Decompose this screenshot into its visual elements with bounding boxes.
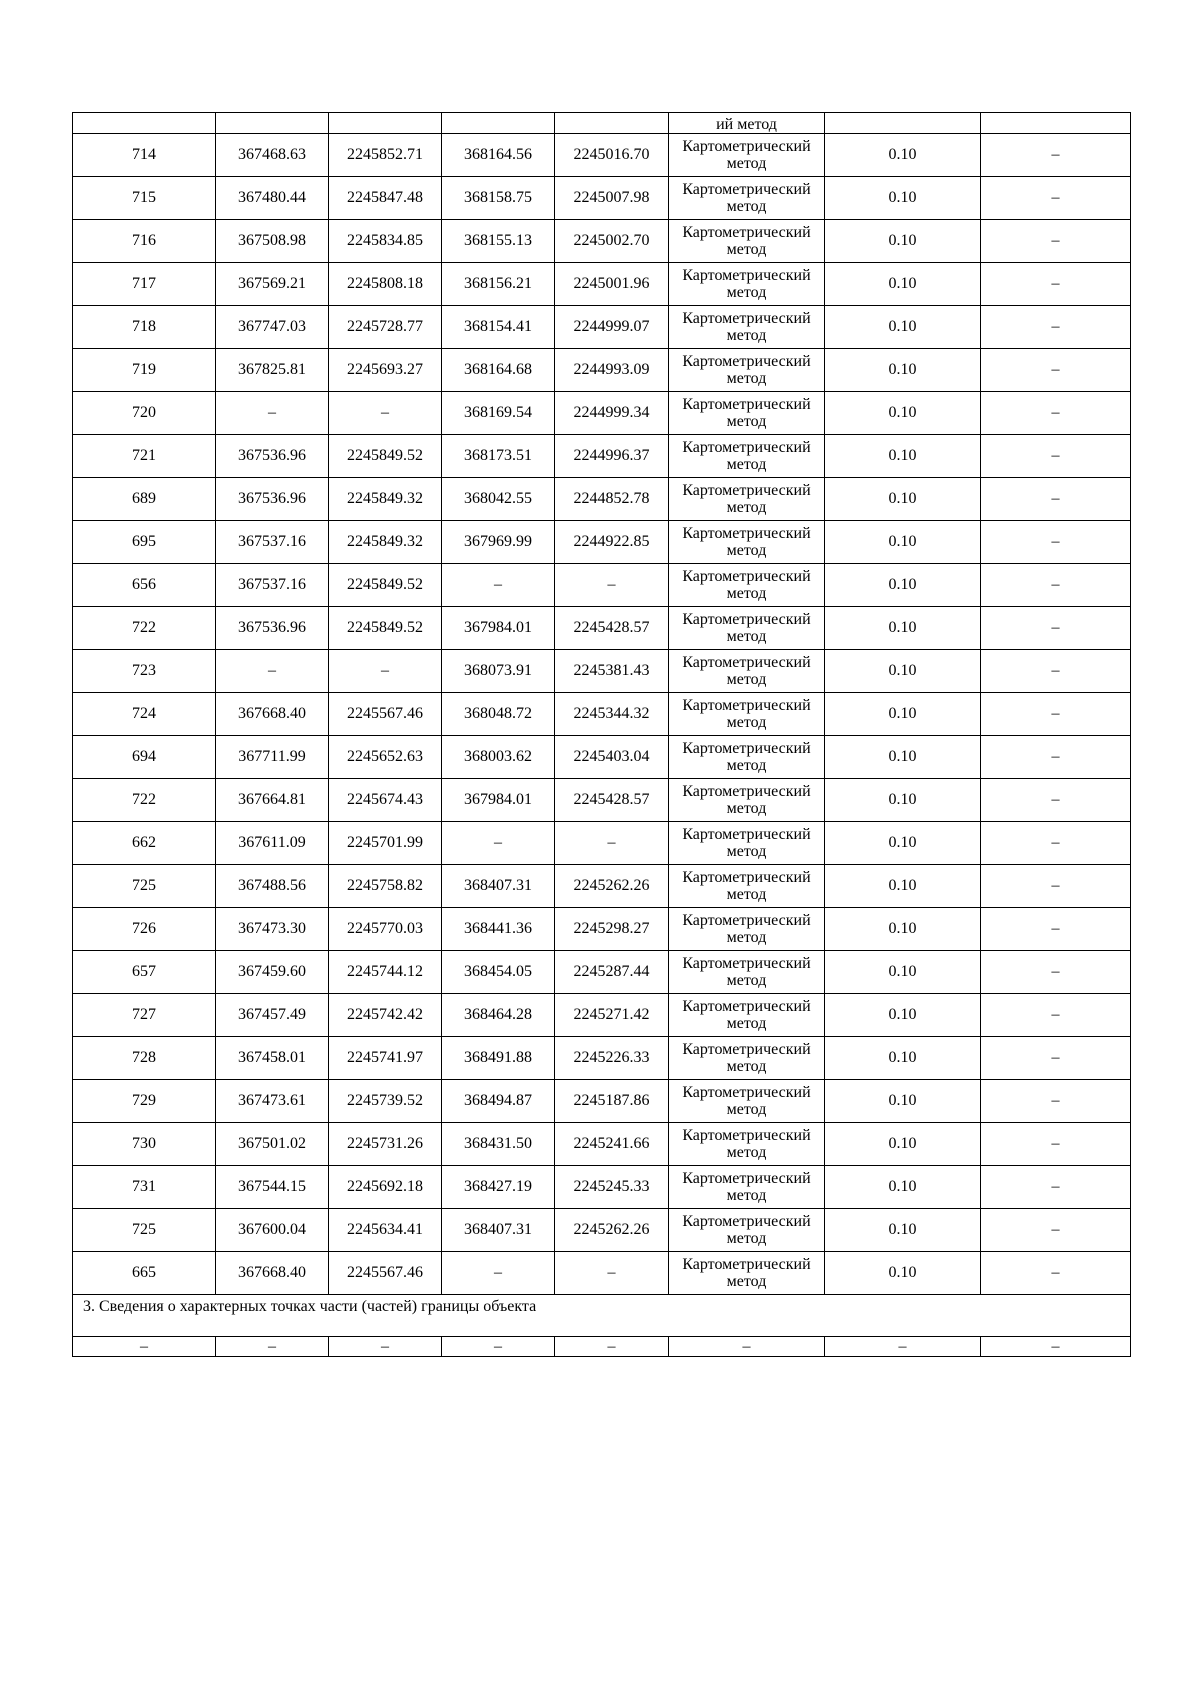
accuracy-cell: 0.10 [825,607,981,650]
note-cell: – [981,865,1131,908]
x-coordinate-new-cell: 368491.88 [442,1037,555,1080]
x-coordinate-new-cell: 368173.51 [442,435,555,478]
x-coordinate-new-cell: 368156.21 [442,263,555,306]
note-cell: – [981,822,1131,865]
y-coordinate-cell: 2245693.27 [329,349,442,392]
cell: – [555,1337,669,1357]
point-number-cell: 723 [73,650,216,693]
y-coordinate-cell: 2245731.26 [329,1123,442,1166]
note-cell: – [981,521,1131,564]
note-cell: – [981,435,1131,478]
point-number-cell: 718 [73,306,216,349]
x-coordinate-cell: 367664.81 [216,779,329,822]
method-cell: Картометрический метод [669,349,825,392]
cell: – [73,1337,216,1357]
cell: – [825,1337,981,1357]
accuracy-cell: 0.10 [825,177,981,220]
x-coordinate-cell: 367468.63 [216,134,329,177]
method-cell: Картометрический метод [669,1123,825,1166]
y-coordinate-cell: 2245567.46 [329,693,442,736]
point-number-cell: 714 [73,134,216,177]
point-number-cell: 694 [73,736,216,779]
x-coordinate-cell: 367600.04 [216,1209,329,1252]
accuracy-cell: 0.10 [825,1166,981,1209]
method-cell: Картометрический метод [669,1080,825,1123]
points-table [72,112,1131,1357]
table-row [73,1123,1131,1166]
x-coordinate-new-cell: – [442,564,555,607]
x-coordinate-new-cell: 368454.05 [442,951,555,994]
note-cell: – [981,478,1131,521]
note-cell: – [981,392,1131,435]
table-row [73,349,1131,392]
y-coordinate-new-cell: 2245298.27 [555,908,669,951]
table-row [73,693,1131,736]
table-row [73,1080,1131,1123]
x-coordinate-new-cell: 368164.56 [442,134,555,177]
table-row [73,779,1131,822]
note-cell: – [981,177,1131,220]
cell: – [442,1337,555,1357]
method-cell: Картометрический метод [669,865,825,908]
x-coordinate-new-cell: 368494.87 [442,1080,555,1123]
x-coordinate-new-cell: 368003.62 [442,736,555,779]
y-coordinate-new-cell: 2245016.70 [555,134,669,177]
x-coordinate-new-cell: 368073.91 [442,650,555,693]
method-cell: Картометрический метод [669,306,825,349]
table-row [73,822,1131,865]
y-coordinate-new-cell: 2245241.66 [555,1123,669,1166]
x-coordinate-new-cell: 367984.01 [442,607,555,650]
method-cell: Картометрический метод [669,822,825,865]
point-number-cell: 695 [73,521,216,564]
x-coordinate-cell: 367536.96 [216,435,329,478]
table-row [73,435,1131,478]
point-number-cell: 716 [73,220,216,263]
x-coordinate-new-cell: 368158.75 [442,177,555,220]
y-coordinate-new-cell: 2245381.43 [555,650,669,693]
table-row [73,865,1131,908]
x-coordinate-new-cell: 367969.99 [442,521,555,564]
y-coordinate-new-cell: 2245271.42 [555,994,669,1037]
table-row [73,478,1131,521]
x-coordinate-cell: 367473.30 [216,908,329,951]
method-cell: Картометрический метод [669,521,825,564]
table-row [73,220,1131,263]
y-coordinate-new-cell: 2244999.07 [555,306,669,349]
point-number-cell: 715 [73,177,216,220]
x-coordinate-cell: 367473.61 [216,1080,329,1123]
point-number-cell: 656 [73,564,216,607]
y-coordinate-cell: 2245674.43 [329,779,442,822]
note-cell: – [981,908,1131,951]
table-row [73,263,1131,306]
x-coordinate-cell: 367501.02 [216,1123,329,1166]
cell [981,113,1131,134]
method-cell: Картометрический метод [669,1166,825,1209]
point-number-cell: 689 [73,478,216,521]
accuracy-cell: 0.10 [825,306,981,349]
x-coordinate-cell: 367668.40 [216,693,329,736]
method-cell: Картометрический метод [669,951,825,994]
note-cell: – [981,951,1131,994]
note-cell: – [981,693,1131,736]
y-coordinate-new-cell: – [555,1252,669,1295]
x-coordinate-new-cell: 368464.28 [442,994,555,1037]
x-coordinate-cell: 367544.15 [216,1166,329,1209]
method-cell: Картометрический метод [669,908,825,951]
cell: – [981,1337,1131,1357]
table-row [73,607,1131,650]
cell: – [329,1337,442,1357]
x-coordinate-new-cell: 368441.36 [442,908,555,951]
cell [442,113,555,134]
accuracy-cell: 0.10 [825,865,981,908]
accuracy-cell: 0.10 [825,1123,981,1166]
continuation-row [73,113,1131,134]
y-coordinate-cell: 2245849.32 [329,521,442,564]
x-coordinate-new-cell: – [442,822,555,865]
accuracy-cell: 0.10 [825,951,981,994]
point-number-cell: 722 [73,779,216,822]
x-coordinate-new-cell: 368155.13 [442,220,555,263]
x-coordinate-cell: 367711.99 [216,736,329,779]
point-number-cell: 719 [73,349,216,392]
x-coordinate-cell: 367536.96 [216,607,329,650]
accuracy-cell: 0.10 [825,1252,981,1295]
table-row [73,1166,1131,1209]
note-cell: – [981,564,1131,607]
y-coordinate-new-cell: 2244922.85 [555,521,669,564]
x-coordinate-cell: 367536.96 [216,478,329,521]
point-number-cell: 662 [73,822,216,865]
y-coordinate-new-cell: 2245245.33 [555,1166,669,1209]
point-number-cell: 665 [73,1252,216,1295]
method-cell: Картометрический метод [669,1252,825,1295]
table-row [73,521,1131,564]
note-cell: – [981,1037,1131,1080]
point-number-cell: 726 [73,908,216,951]
accuracy-cell: 0.10 [825,1037,981,1080]
note-cell: – [981,736,1131,779]
accuracy-cell: 0.10 [825,392,981,435]
table-row [73,177,1131,220]
point-number-cell: 721 [73,435,216,478]
accuracy-cell: 0.10 [825,349,981,392]
point-number-cell: 728 [73,1037,216,1080]
method-cell: Картометрический метод [669,693,825,736]
point-number-cell: 657 [73,951,216,994]
cell [555,113,669,134]
y-coordinate-new-cell: 2245001.96 [555,263,669,306]
y-coordinate-new-cell: – [555,564,669,607]
note-cell: – [981,1080,1131,1123]
y-coordinate-cell: 2245741.97 [329,1037,442,1080]
x-coordinate-new-cell: 368431.50 [442,1123,555,1166]
x-coordinate-new-cell: – [442,1252,555,1295]
y-coordinate-new-cell: 2245187.86 [555,1080,669,1123]
note-cell: – [981,1123,1131,1166]
table-row [73,564,1131,607]
method-cell: Картометрический метод [669,994,825,1037]
table-row [73,392,1131,435]
x-coordinate-new-cell: 368042.55 [442,478,555,521]
accuracy-cell: 0.10 [825,564,981,607]
y-coordinate-cell: 2245770.03 [329,908,442,951]
document-page [72,112,1130,1357]
x-coordinate-new-cell: 368164.68 [442,349,555,392]
point-number-cell: 731 [73,1166,216,1209]
cell: ий метод [669,113,825,134]
table-row [73,650,1131,693]
x-coordinate-cell: 367480.44 [216,177,329,220]
y-coordinate-cell: 2245852.71 [329,134,442,177]
x-coordinate-cell: – [216,650,329,693]
point-number-cell: 724 [73,693,216,736]
point-number-cell: 727 [73,994,216,1037]
points-table-body [73,113,1131,1357]
accuracy-cell: 0.10 [825,994,981,1037]
point-number-cell: 725 [73,1209,216,1252]
x-coordinate-cell: 367668.40 [216,1252,329,1295]
note-cell: – [981,650,1131,693]
x-coordinate-cell: 367569.21 [216,263,329,306]
point-number-cell: 725 [73,865,216,908]
cell [216,113,329,134]
note-cell: – [981,1166,1131,1209]
accuracy-cell: 0.10 [825,134,981,177]
y-coordinate-cell: – [329,392,442,435]
x-coordinate-cell: 367611.09 [216,822,329,865]
x-coordinate-cell: 367747.03 [216,306,329,349]
y-coordinate-cell: 2245728.77 [329,306,442,349]
note-cell: – [981,1252,1131,1295]
note-cell: – [981,220,1131,263]
note-cell: – [981,994,1131,1037]
note-cell: – [981,607,1131,650]
point-number-cell: 717 [73,263,216,306]
x-coordinate-new-cell: 368427.19 [442,1166,555,1209]
y-coordinate-cell: 2245567.46 [329,1252,442,1295]
y-coordinate-new-cell: – [555,822,669,865]
x-coordinate-cell: 367537.16 [216,564,329,607]
method-cell: Картометрический метод [669,220,825,263]
accuracy-cell: 0.10 [825,478,981,521]
method-cell: Картометрический метод [669,564,825,607]
method-cell: Картометрический метод [669,607,825,650]
y-coordinate-new-cell: 2244996.37 [555,435,669,478]
y-coordinate-cell: 2245634.41 [329,1209,442,1252]
method-cell: Картометрический метод [669,779,825,822]
y-coordinate-cell: 2245739.52 [329,1080,442,1123]
y-coordinate-new-cell: 2245262.26 [555,1209,669,1252]
method-cell: Картометрический метод [669,650,825,693]
x-coordinate-cell: 367459.60 [216,951,329,994]
note-cell: – [981,306,1131,349]
x-coordinate-new-cell: 368407.31 [442,1209,555,1252]
x-coordinate-cell: 367488.56 [216,865,329,908]
x-coordinate-new-cell: 368154.41 [442,306,555,349]
x-coordinate-cell: 367825.81 [216,349,329,392]
y-coordinate-new-cell: 2245403.04 [555,736,669,779]
y-coordinate-new-cell: 2244852.78 [555,478,669,521]
cell [73,113,216,134]
accuracy-cell: 0.10 [825,736,981,779]
y-coordinate-new-cell: 2245007.98 [555,177,669,220]
y-coordinate-cell: 2245808.18 [329,263,442,306]
method-cell: Картометрический метод [669,478,825,521]
y-coordinate-new-cell: 2244999.34 [555,392,669,435]
method-cell: Картометрический метод [669,435,825,478]
note-cell: – [981,779,1131,822]
accuracy-cell: 0.10 [825,220,981,263]
method-cell: Картометрический метод [669,177,825,220]
section-row [73,1295,1131,1337]
y-coordinate-new-cell: 2244993.09 [555,349,669,392]
cell: – [669,1337,825,1357]
y-coordinate-cell: 2245849.32 [329,478,442,521]
accuracy-cell: 0.10 [825,1209,981,1252]
method-cell: Картометрический метод [669,736,825,779]
cell [825,113,981,134]
table-row [73,1252,1131,1295]
point-number-cell: 720 [73,392,216,435]
y-coordinate-new-cell: 2245428.57 [555,607,669,650]
y-coordinate-new-cell: 2245344.32 [555,693,669,736]
y-coordinate-new-cell: 2245002.70 [555,220,669,263]
y-coordinate-cell: 2245849.52 [329,607,442,650]
y-coordinate-new-cell: 2245287.44 [555,951,669,994]
y-coordinate-cell: 2245849.52 [329,564,442,607]
point-number-cell: 730 [73,1123,216,1166]
x-coordinate-new-cell: 367984.01 [442,779,555,822]
note-cell: – [981,1209,1131,1252]
x-coordinate-cell: 367458.01 [216,1037,329,1080]
y-coordinate-cell: 2245744.12 [329,951,442,994]
table-row [73,951,1131,994]
accuracy-cell: 0.10 [825,521,981,564]
accuracy-cell: 0.10 [825,435,981,478]
point-number-cell: 729 [73,1080,216,1123]
accuracy-cell: 0.10 [825,908,981,951]
y-coordinate-cell: 2245692.18 [329,1166,442,1209]
y-coordinate-cell: 2245849.52 [329,435,442,478]
accuracy-cell: 0.10 [825,693,981,736]
note-cell: – [981,134,1131,177]
table-row [73,1209,1131,1252]
y-coordinate-cell: – [329,650,442,693]
x-coordinate-cell: 367537.16 [216,521,329,564]
x-coordinate-new-cell: 368407.31 [442,865,555,908]
cell: – [216,1337,329,1357]
table-row [73,1037,1131,1080]
accuracy-cell: 0.10 [825,1080,981,1123]
method-cell: Картометрический метод [669,1037,825,1080]
y-coordinate-cell: 2245847.48 [329,177,442,220]
method-cell: Картометрический метод [669,263,825,306]
cell [329,113,442,134]
empty-values-row [73,1337,1131,1357]
table-row [73,908,1131,951]
table-row [73,306,1131,349]
x-coordinate-new-cell: 368169.54 [442,392,555,435]
table-row [73,736,1131,779]
y-coordinate-cell: 2245652.63 [329,736,442,779]
note-cell: – [981,263,1131,306]
y-coordinate-cell: 2245758.82 [329,865,442,908]
accuracy-cell: 0.10 [825,779,981,822]
accuracy-cell: 0.10 [825,822,981,865]
method-cell: Картометрический метод [669,392,825,435]
section-title: 3. Сведения о характерных точках части (частей) границы объекта [73,1295,1131,1337]
point-number-cell: 722 [73,607,216,650]
y-coordinate-cell: 2245742.42 [329,994,442,1037]
y-coordinate-cell: 2245701.99 [329,822,442,865]
x-coordinate-cell: 367457.49 [216,994,329,1037]
table-row [73,134,1131,177]
accuracy-cell: 0.10 [825,263,981,306]
y-coordinate-cell: 2245834.85 [329,220,442,263]
x-coordinate-cell: – [216,392,329,435]
y-coordinate-new-cell: 2245428.57 [555,779,669,822]
x-coordinate-cell: 367508.98 [216,220,329,263]
y-coordinate-new-cell: 2245226.33 [555,1037,669,1080]
method-cell: Картометрический метод [669,1209,825,1252]
note-cell: – [981,349,1131,392]
method-cell: Картометрический метод [669,134,825,177]
accuracy-cell: 0.10 [825,650,981,693]
table-row [73,994,1131,1037]
y-coordinate-new-cell: 2245262.26 [555,865,669,908]
x-coordinate-new-cell: 368048.72 [442,693,555,736]
